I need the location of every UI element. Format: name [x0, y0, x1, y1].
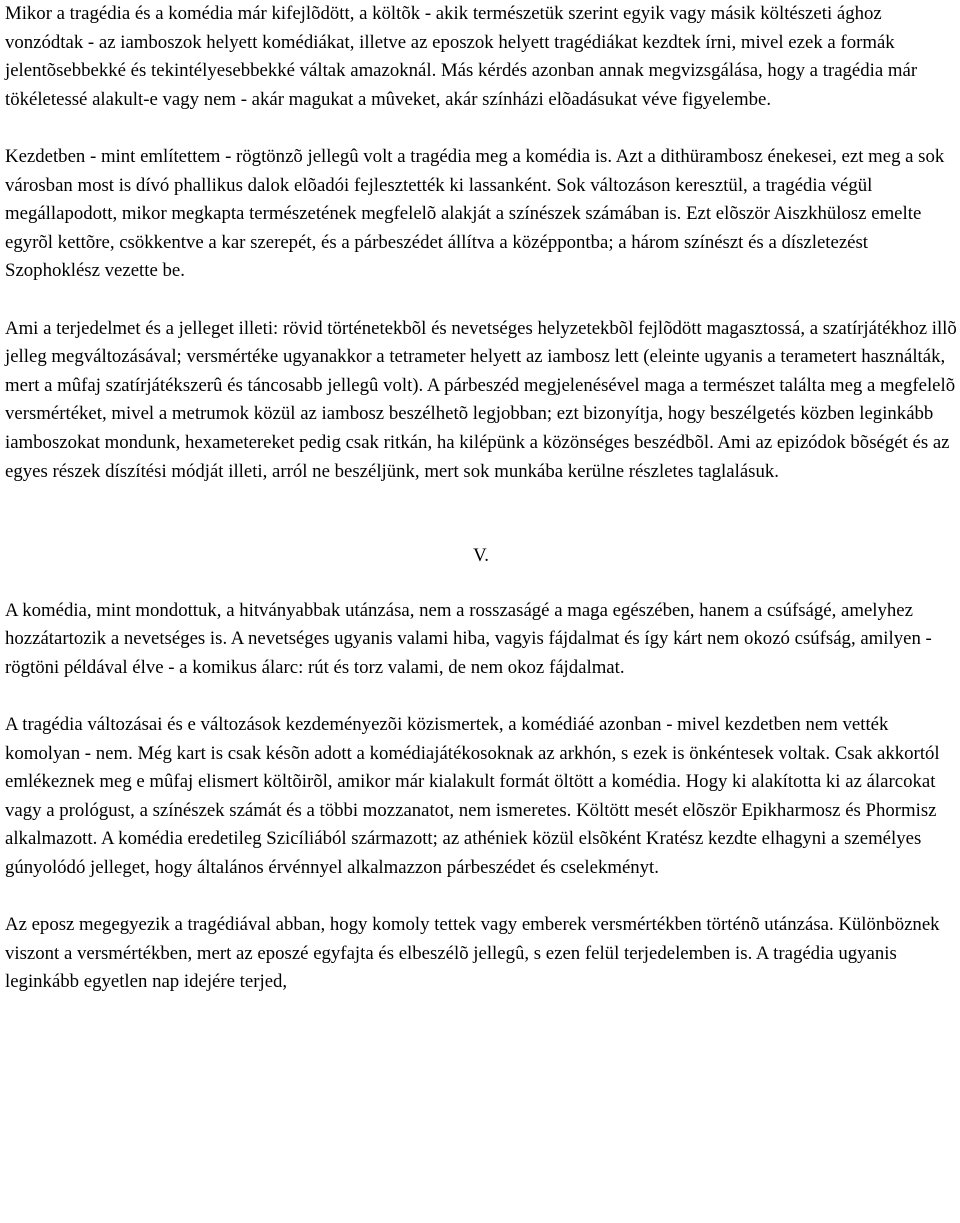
paragraph-tragedy-comedy-origins: Mikor a tragédia és a komédia már kifejlõdött, a költõk - akik természetük szerint egyik vagy másik költészeti ághoz vonzódtak - az iamboszok helyett komédiákat, illetve az eposzok helyett tragédiákat kezdtek írni, mivel ezek a formák jelentõsebbekké és tekintélyesebbekké váltak amazoknál. Más kérdés azonban annak megvizsgálása, hogy a tragédia már tökéletessé alakult-e vagy nem - akár magukat a mûveket, akár színházi elõadásukat véve figyelembe. [5, 3, 918, 110]
paragraph-improvisational-beginnings: Kezdetben - mint említettem - rögtönzõ jellegû volt a tragédia meg a komédia is. Azt a dithürambosz énekesei, ezt meg a sok városban most is dívó phallikus dalok elõadói fejlesztették ki lassanként. Sok változáson keresztül, a tragédia végül megállapodott, mikor megkapta természetének megfelelõ alakját a színészek számában is. Ezt elõször Aiszkhülosz emelte egyrõl kettõre, csökkentve a kar szerepét, és a párbeszédet állítva a középpontba; a három színészt és a díszletezést Szophoklész vezette be. [5, 145, 945, 282]
paragraph-length-and-character: Ami a terjedelmet és a jelleget illeti: rövid történetekbõl és nevetséges helyzetekbõl fejlõdött magasztossá, a szatírjátékhoz illõ jelleg megváltozásával; versmértéke ugyanakkor a tetrameter helyett az iambosz lett (eleinte ugyanis a terametert használták, mert a mûfaj szatírjátékszerû és táncosabb jellegû volt). A párbeszéd megjelenésével maga a természet találta meg a megfelelõ versmértéket, mivel a metrumok közül az iambosz beszélhetõ legjobban; ezt bizonyítja, hogy beszélgetés közben leginkább iamboszokat mondunk, hexametereket pedig csak ritkán, ha kilépünk a közönséges beszédbõl. Ami az epizódok bõségét és az egyes részek díszítési módját illeti, arról ne beszéljünk, mert sok munkába kerülne részletes taglalásuk. [5, 317, 957, 482]
document-page [5, 0, 957, 997]
section-heading: V. [473, 545, 489, 567]
paragraph-comedy-history: A tragédia változásai és e változások kezdeményezõi közismertek, a komédiáé azonban - mivel kezdetben nem vették komolyan - nem. Még kart is csak késõn adott a komédiajátékosoknak az arkhón, s ezek is önkéntesek voltak. Csak akkortól emlékeznek meg e mûfaj elismert költõirõl, amikor már kialakult formát öltött a komédia. Hogy ki alakította ki az álarcokat vagy a prológust, a színészek számát és a többi mozzanatot, nem ismeretes. Költött mesét elõször Epikharmosz és Phormisz alkalmazott. A komédia eredetileg Szicíliából származott; az athéniek közül elsõként Kratész kezdte elhagyni a személyes gúnyolódó jelleget, hogy általános érvénnyel alkalmazzon párbeszédet és cselekményt. [5, 714, 940, 879]
paragraph-comedy-definition: A komédia, mint mondottuk, a hitványabbak utánzása, nem a rosszaságé a maga egészében, hanem a csúfságé, amelyhez hozzátartozik a nevetséges is. A nevetséges ugyanis valami hiba, vagyis fájdalmat és így kárt nem okozó csúfság, amilyen - rögtöni példával élve - a komikus álarc: rút és torz valami, de nem okoz fájdalmat. [5, 599, 932, 678]
paragraph-epic-comparison: Az eposz megegyezik a tragédiával abban, hogy komoly tettek vagy emberek versmértékben történõ utánzása. Különböznek viszont a versmértékben, mert az eposzé egyfajta és elbeszélõ jellegû, s ezen felül terjedelemben is. A tragédia ugyanis leginkább egyetlen nap idejére terjed, [5, 914, 940, 993]
